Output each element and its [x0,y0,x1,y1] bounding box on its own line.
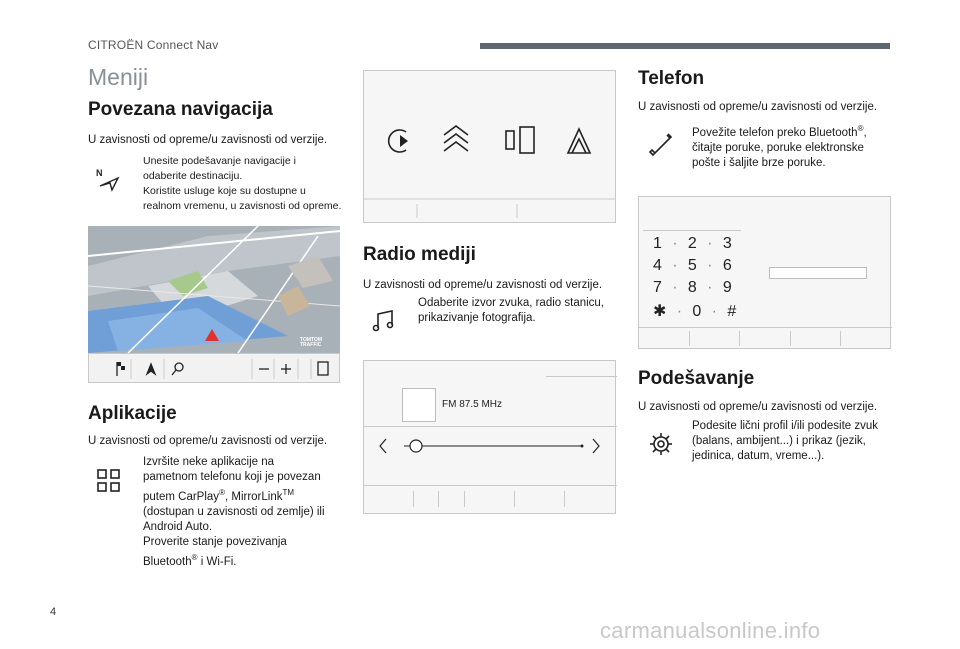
phone-intro: U zavisnosti od opreme/u zavisnosti od verzije. [638,101,878,113]
header-bar [480,43,890,49]
key-2[interactable]: 2 [687,235,697,252]
phone-title: Telefon [638,68,705,89]
applications-screen-panel [363,70,616,223]
map-brand-line1: TOMTOM [300,337,323,343]
settings-description: Podesite lični profil i/ili podesite zvuk (balans, ambijent...) i prikaz (jezik, jedinica, datum, vreme...). [692,420,879,462]
navigation-map-image [88,226,340,353]
page-number: 4 [50,606,57,618]
radio-intro: U zavisnosti od opreme/u zavisnosti od verzije. [363,279,603,291]
key-1[interactable]: 1 [653,235,662,252]
key-3[interactable]: 3 [722,235,732,252]
phone-handset-icon [648,132,674,158]
key-0[interactable]: 0 [692,303,702,320]
navigation-intro: U zavisnosti od opreme/u zavisnosti od verzije. [88,134,328,146]
key-9[interactable]: 9 [722,279,732,296]
settings-intro: U zavisnosti od opreme/u zavisnosti od verzije. [638,401,878,413]
settings-title: Podešavanje [638,368,755,389]
key-4[interactable]: 4 [653,257,662,274]
watermark: carmanualsonline.info [600,618,821,643]
radio-description: Odaberite izvor zvuka, radio stanicu, prikazivanje fotografija. [418,297,605,324]
map-brand-line2: TRAFFIC [300,342,322,348]
apps-grid-icon [96,468,122,494]
radio-screen-panel [363,360,616,514]
music-note-icon [371,308,397,334]
manual-header: CITROËN Connect Nav [88,38,219,52]
key-5[interactable]: 5 [687,257,697,274]
phone-screen-panel [638,196,891,349]
radio-station-label: FM 87.5 MHz [442,399,503,410]
applications-intro: U zavisnosti od opreme/u zavisnosti od verzije. [88,435,328,447]
key-6[interactable]: 6 [722,257,732,274]
phone-keypad: 1 · 2 · 3 4 · 5 · 6 7 · 8 · 9 ✱ · 0 · # [653,235,737,320]
key-hash[interactable]: # [727,303,737,320]
applications-title: Aplikacije [88,403,177,424]
station-artwork [402,388,436,422]
navigation-arrow-icon [96,166,122,192]
gear-icon [648,431,674,457]
navigation-title: Povezana navigacija [88,99,273,120]
navigation-description: Unesite podešavanje navigacije i odaberite destinaciju. Koristite usluge koje su dostupne u realnom vremenu, u zavisnosti od opreme. [143,155,342,212]
page-title: Meniji [88,64,149,90]
key-8[interactable]: 8 [687,279,697,296]
phone-number-field[interactable] [769,267,867,279]
applications-description: Izvršite neke aplikacije na pametnom telefonu koji je povezan putem CarPlay®, MirrorLink™ (dostupan u zavisnosti od zemlje) ili Android Auto. Proverite stanje povezivanja Bluetooth® i Wi-Fi. [143,456,325,568]
map-toolbar [88,353,340,383]
key-7[interactable]: 7 [653,279,662,296]
svg-text:N: N [96,168,103,178]
phone-description: Povežite telefon preko Bluetooth®, čitajte poruke, poruke elektronske pošte i šaljite brze poruke. [692,124,867,169]
radio-title: Radio mediji [363,244,476,265]
key-star[interactable]: ✱ [653,303,667,320]
